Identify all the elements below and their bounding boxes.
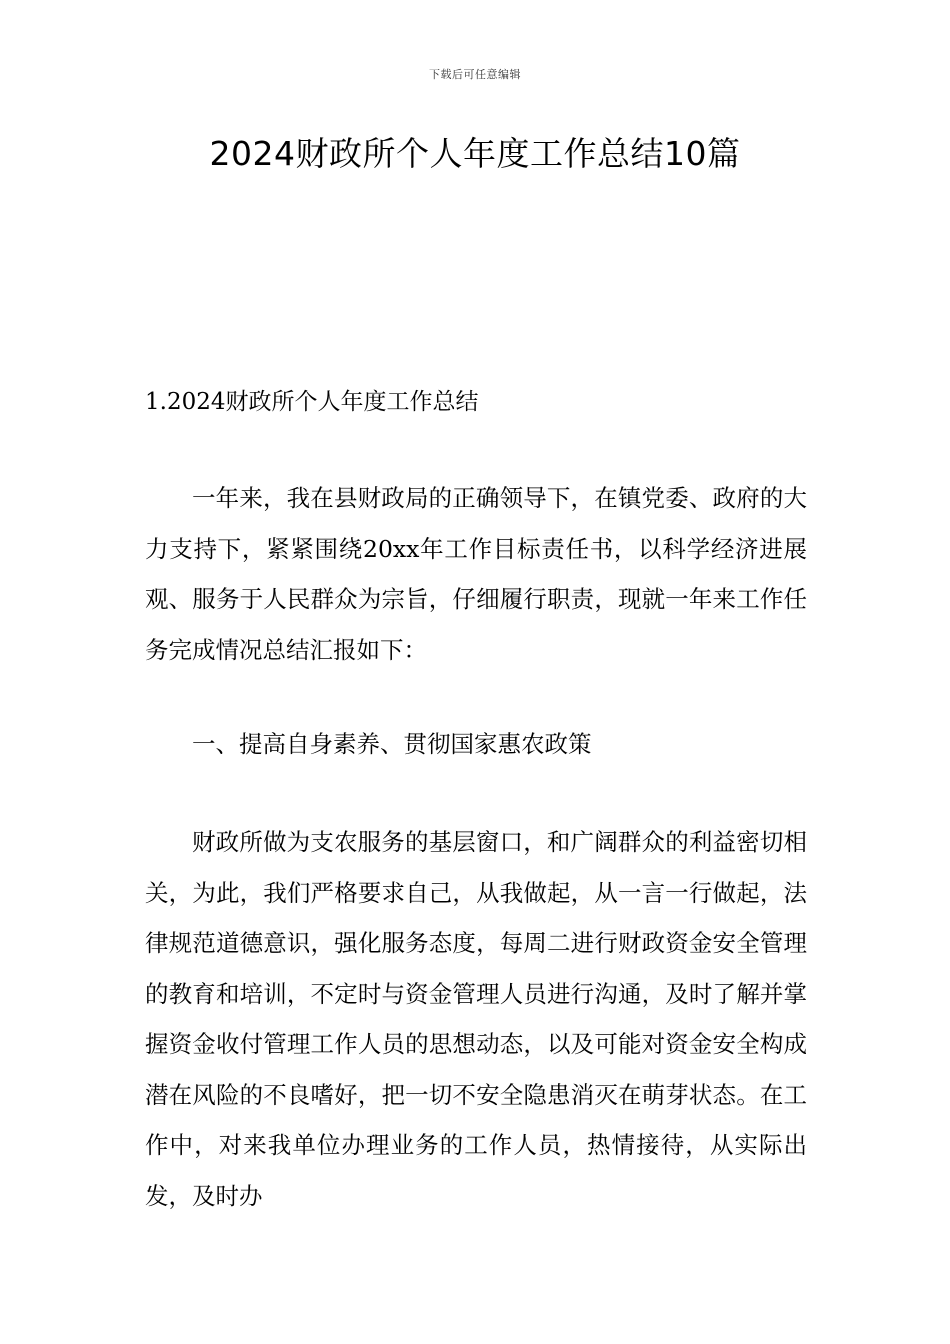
subheading-one: 一、提高自身素养、贯彻国家惠农政策 bbox=[192, 730, 592, 758]
document-title: 2024财政所个人年度工作总结10篇 bbox=[209, 134, 741, 173]
paragraph-intro: 一年来，我在县财政局的正确领导下，在镇党委、政府的大力支持下，紧紧围绕20xx年工作目标责任书，以科学经济进展观、服务于人民群众为宗旨，仔细履行职责，现就一年来工作任务完成情况总结汇报如下： bbox=[145, 484, 807, 664]
paragraph-body: 财政所做为支农服务的基层窗口，和广阔群众的利益密切相关，为此，我们严格要求自己，从我做起，从一言一行做起，法律规范道德意识，强化服务态度，每周二进行财政资金安全管理的教育和培训，不定时与资金管理人员进行沟通，及时了解并掌握资金收付管理工作人员的思想动态，以及可能对资金安全构成潜在风险的不良嗜好，把一切不安全隐患消灭在萌芽状态。在工作中，对来我单位办理业务的工作人员，热情接待，从实际出发，及时办 bbox=[145, 828, 807, 1210]
header-note: 下载后可任意编辑 bbox=[429, 68, 521, 81]
section-title: 1.2024财政所个人年度工作总结 bbox=[145, 389, 479, 415]
